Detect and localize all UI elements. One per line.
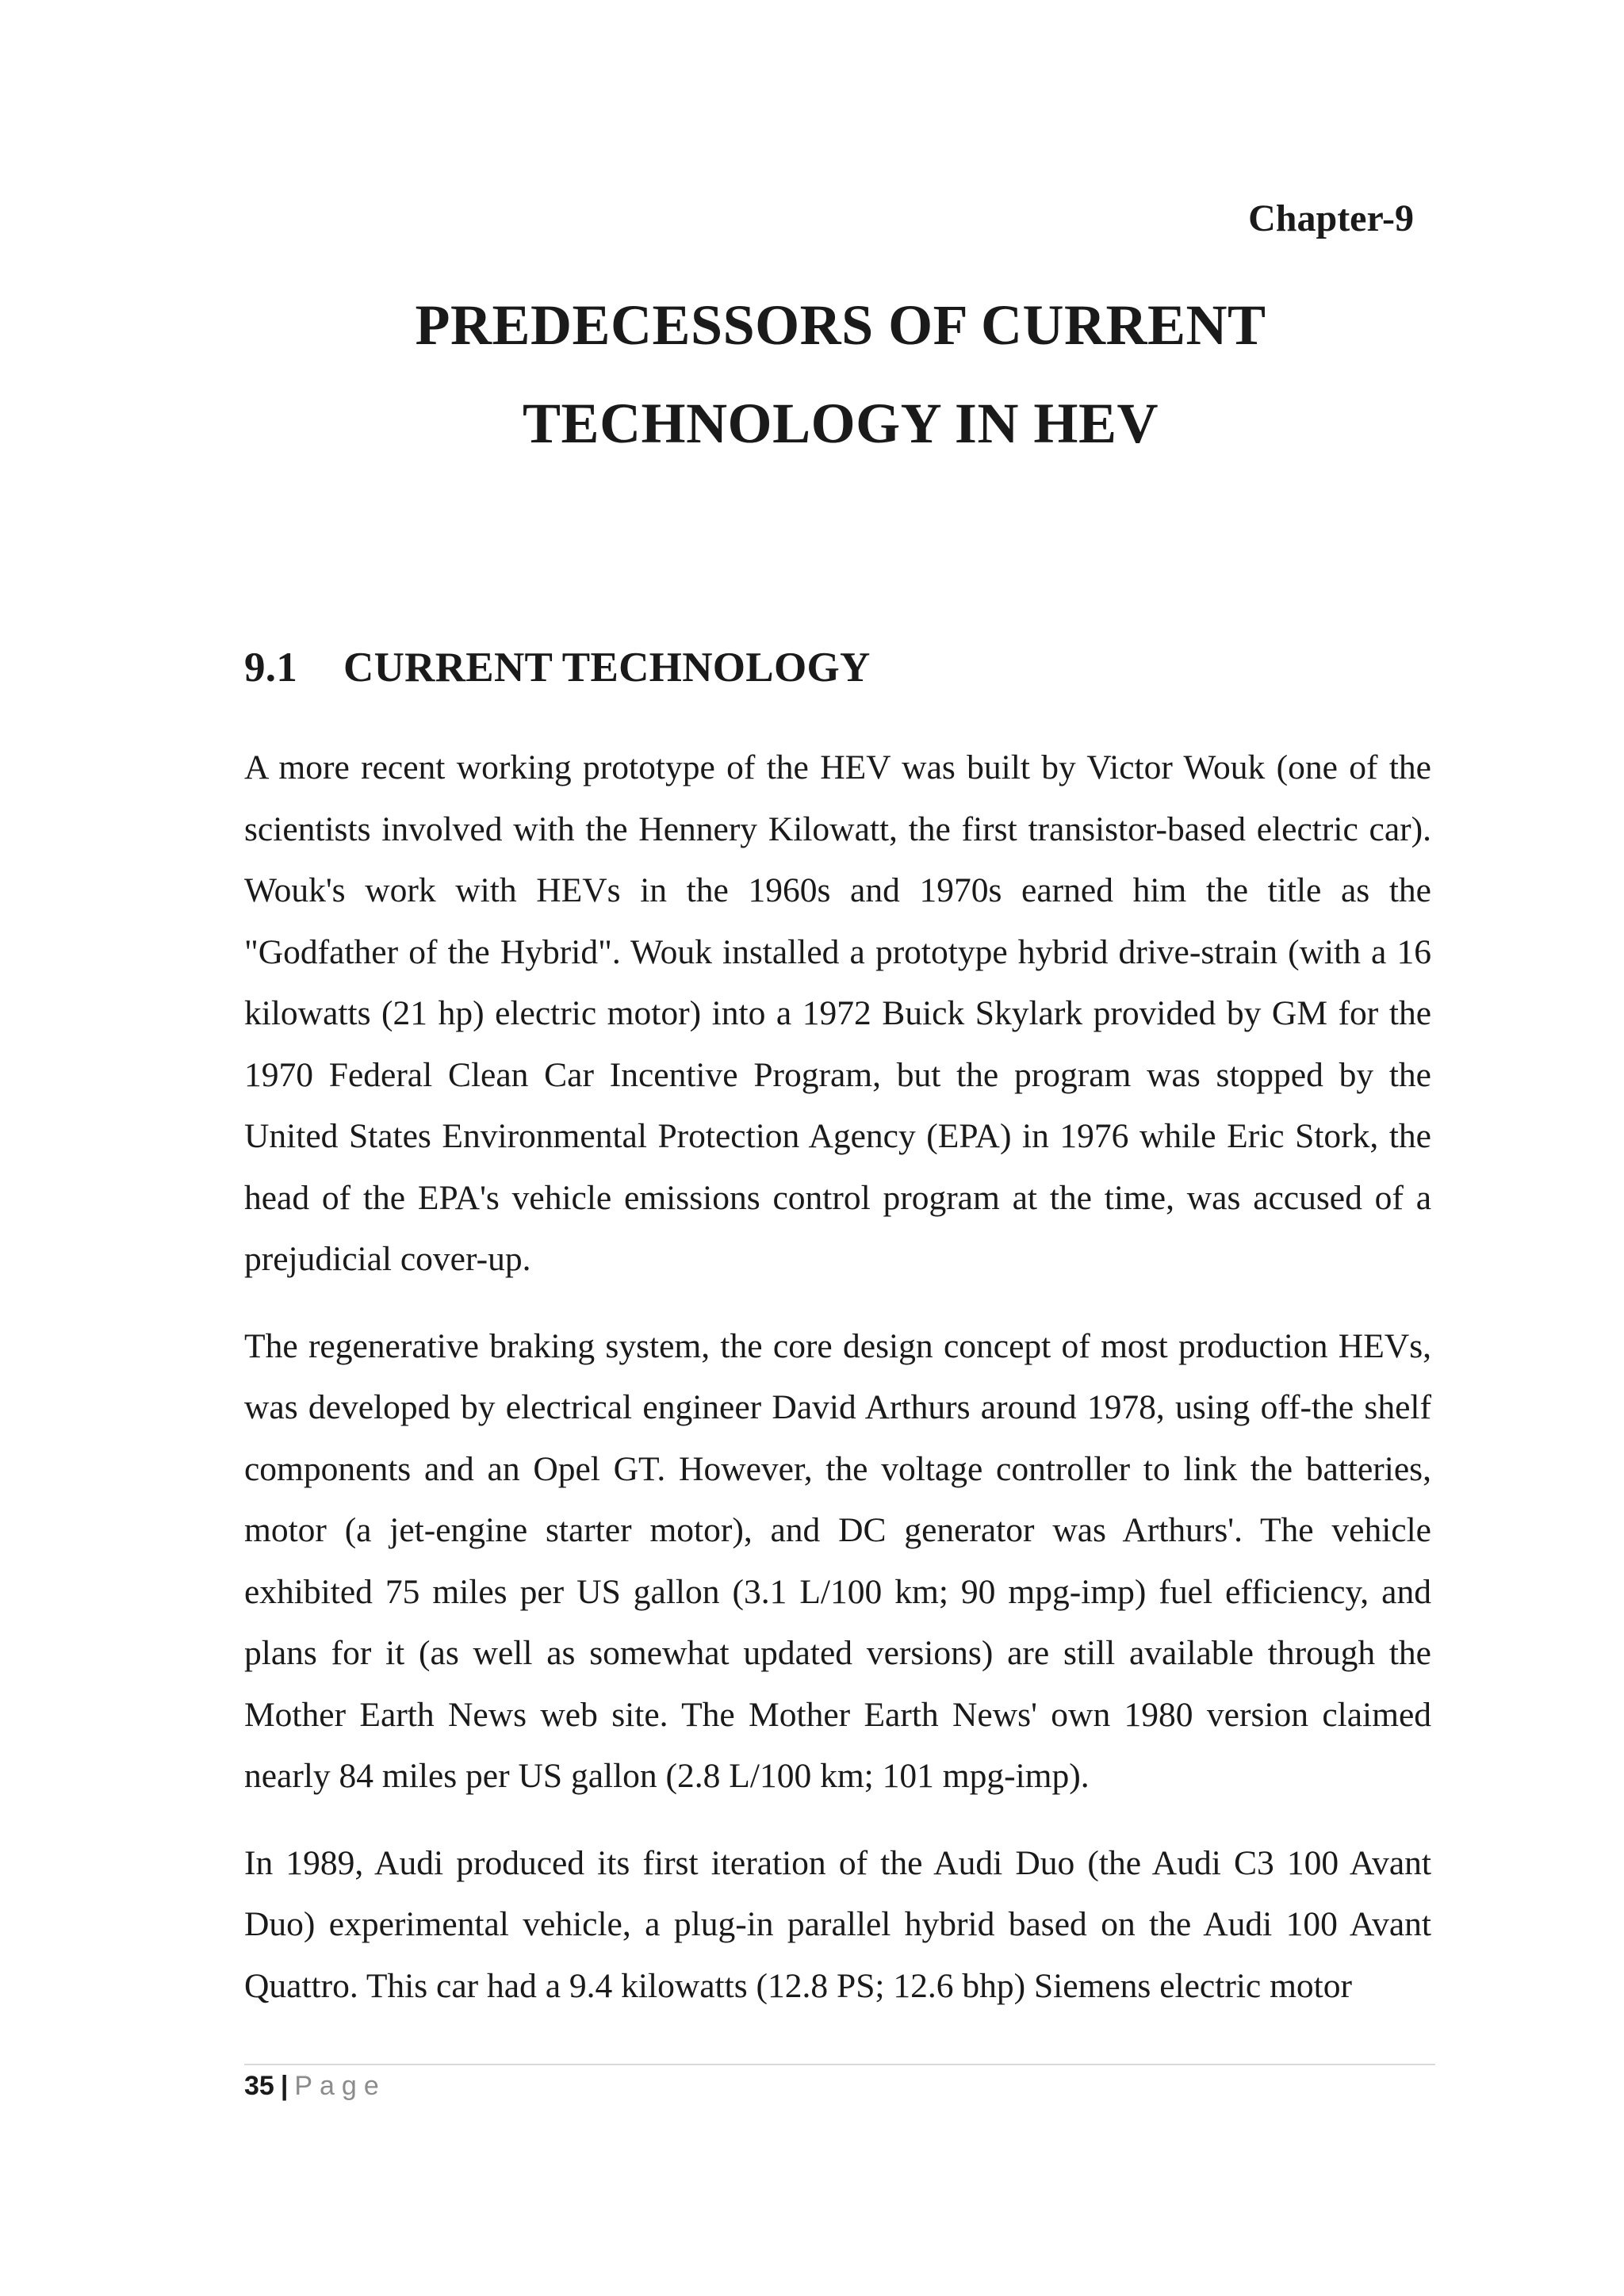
body-text	[244, 737, 1431, 2042]
footer-divider	[244, 2064, 1435, 2065]
chapter-title-line-1: PREDECESSORS OF CURRENT	[415, 293, 1266, 357]
footer-separator: |	[280, 2071, 289, 2101]
paragraph-2: The regenerative braking system, the core design concept of most production HEVs, was developed by electrical engineer David Arthurs around 1978, using off-the shelf components and an Opel GT. However, the voltage controller to link the batteries, motor (a jet-engine starter motor), and DC generator was Arthurs'. The vehicle exhibited 75 miles per US gallon (3.1 L/100 km; 90 mpg-imp) fuel efficiency, and plans for it (as well as somewhat updated versions) are still available through the Mother Earth News web site. The Mother Earth News' own 1980 version claimed nearly 84 miles per US gallon (2.8 L/100 km; 101 mpg-imp).	[244, 1326, 1431, 1795]
section-title: CURRENT TECHNOLOGY	[343, 645, 871, 691]
paragraph-3: In 1989, Audi produced its first iteration of the Audi Duo (the Audi C3 100 Avant Duo) experimental vehicle, a plug-in parallel hybrid based on the Audi 100 Avant Quattro. This car had a 9.4 kilowatts (12.8 PS; 12.6 bhp) Siemens electric motor	[244, 1843, 1431, 2005]
chapter-label: Chapter-9	[1248, 197, 1414, 239]
paragraph-1: A more recent working prototype of the HEV was built by Victor Wouk (one of the scientists involved with the Hennery Kilowatt, the first transistor-based electric car). Wouk's work with HEVs in the 1960s and 1970s earned him the title as the "Godfather of the Hybrid". Wouk installed a prototype hybrid drive-strain (with a 16 kilowatts (21 hp) electric motor) into a 1972 Buick Skylark provided by GM for the 1970 Federal Clean Car Incentive Program, but the program was stopped by the United States Environmental Protection Agency (EPA) in 1976 while Eric Stork, the head of the EPA's vehicle emissions control program at the time, was accused of a prejudicial cover-up.	[244, 748, 1431, 1278]
page-label: Page	[294, 2071, 386, 2101]
section-number: 9.1	[244, 645, 298, 691]
section-heading	[244, 644, 871, 691]
chapter-title	[0, 276, 1624, 473]
page-footer	[244, 2071, 386, 2102]
chapter-title-line-2: TECHNOLOGY IN HEV	[523, 392, 1159, 455]
page-number: 35	[244, 2071, 274, 2101]
